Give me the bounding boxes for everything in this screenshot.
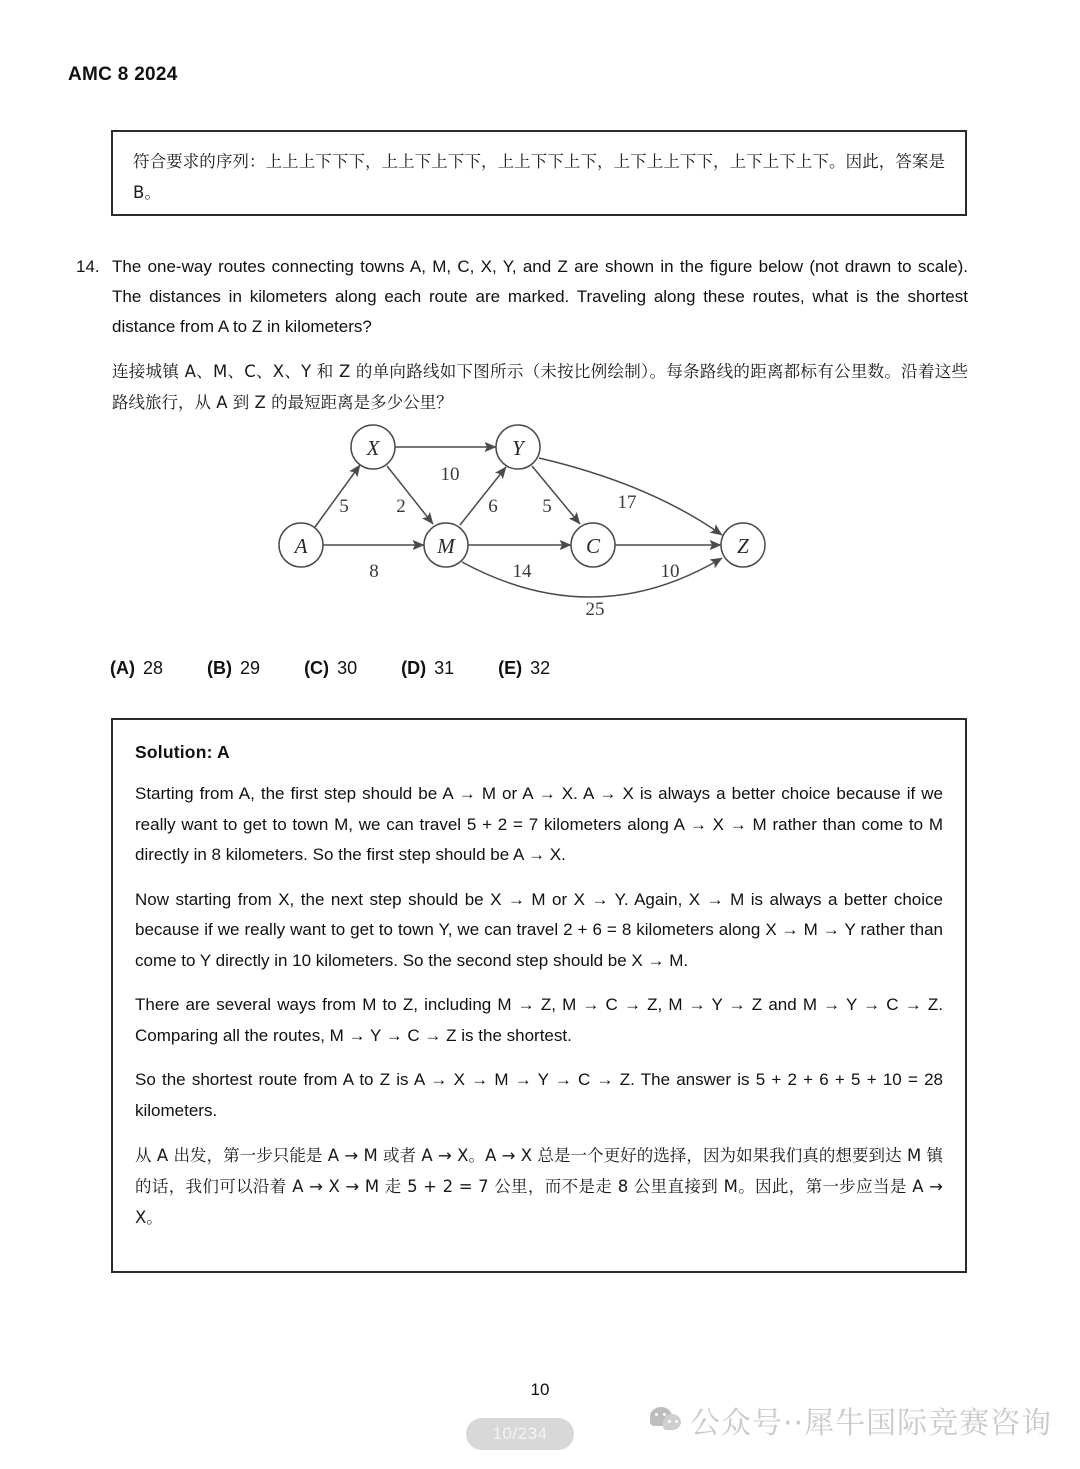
- page-number: 10: [530, 1380, 550, 1399]
- solution-paragraph-4: So the shortest route from A to Z is A → X → M → Y → C → Z. The answer is 5 + 2 + 6 + 5 + 10 = 28 kilometers.: [135, 1070, 943, 1120]
- problem-text-english: The one-way routes connecting towns A, M, C, X, Y, and Z are shown in the figure below (not drawn to scale). The distances in kilometers along each route are marked. Traveling along these routes, what is the shortest distance from A to Z in kilometers?: [112, 257, 968, 336]
- node-label-X: X: [366, 436, 380, 460]
- node-label-C: C: [585, 534, 601, 558]
- answer-choice-e[interactable]: [498, 658, 550, 679]
- answer-choice-c-value: 30: [337, 658, 358, 678]
- node-label-M: M: [437, 534, 455, 558]
- edge-X-M: [387, 466, 433, 524]
- answer-choice-b-value: 29: [240, 658, 261, 678]
- answer-choice-c[interactable]: [304, 658, 357, 679]
- edge-M-Y: [460, 467, 506, 525]
- node-label-A: A: [294, 534, 308, 558]
- answer-choice-b-letter: (B): [207, 658, 233, 678]
- problem-number: 14.: [76, 257, 100, 276]
- answer-choice-c-letter: (C): [304, 658, 330, 678]
- page-position-badge: 10/234: [466, 1418, 574, 1450]
- edge-weight-Y-C: 5: [542, 496, 552, 517]
- answer-choice-a-letter: (A): [110, 658, 135, 678]
- edge-weight-C-Z: 10: [660, 561, 680, 582]
- node-label-Z: Z: [737, 534, 749, 558]
- answer-choice-d-letter: (D): [401, 658, 427, 678]
- edge-weight-X-Y: 10: [440, 464, 460, 485]
- edge-weight-X-M: 2: [396, 496, 406, 517]
- answer-choice-a-value: 28: [143, 658, 164, 678]
- solution-title: Solution: A: [135, 742, 230, 762]
- problem-statement: [68, 252, 968, 418]
- answer-choice-d[interactable]: [401, 658, 454, 679]
- solution-box: [111, 718, 967, 1273]
- document-header-title: AMC 8 2024: [68, 64, 178, 85]
- edge-Y-C: [532, 466, 580, 524]
- edge-weight-A-X: 5: [339, 496, 349, 517]
- edge-weight-Y-Z: 17: [617, 492, 637, 513]
- wechat-icon: [650, 1405, 684, 1435]
- watermark: [650, 1398, 1052, 1442]
- watermark-text: 公众号··犀牛国际竞赛咨询: [690, 1406, 1053, 1441]
- edge-weight-A-M: 8: [369, 561, 379, 582]
- edge-weight-M-Y: 6: [488, 496, 498, 517]
- problem-text-chinese: 连接城镇 A、M、C、X、Y 和 Z 的单向路线如下图所示（未按比例绘制）。每条路线的距离都标有公里数。沿着这些路线旅行，从 A 到 Z 的最短距离是多少公里？: [112, 362, 968, 412]
- node-label-Y: Y: [512, 436, 524, 460]
- answer-choice-b[interactable]: [207, 658, 260, 679]
- previous-solution-chinese-text: 符合要求的序列：上上上下下下，上上下上下下，上上下下上下，上下上上下下，上下上下上下。因此，答案是 B。: [133, 152, 945, 202]
- solution-paragraph-1: Starting from A, the first step should be A → M or A → X. A → X is always a better choice because if we really want to get to town M, we can travel 5 + 2 = 7 kilometers along A → X → M rather than come to M directly in 8 kilometers. So the first step should be A → X.: [135, 784, 943, 864]
- edge-weight-M-Z: 25: [585, 599, 605, 620]
- solution-paragraph-2: Now starting from X, the next step should be X → M or X → Y. Again, X → M is always a better choice because if we really want to get to town Y, we can travel 2 + 6 = 8 kilometers along X → M → Y rather than come to Y directly in 10 kilometers. So the second step should be X → M.: [135, 889, 943, 970]
- route-graph-svg: [270, 412, 790, 637]
- answer-choice-a[interactable]: [110, 658, 163, 679]
- route-graph-figure: [270, 412, 790, 637]
- edge-weight-M-C: 14: [512, 561, 532, 582]
- answer-choice-e-value: 32: [530, 658, 551, 678]
- graph-edge-weights: [339, 464, 679, 620]
- answer-choice-e-letter: (E): [498, 658, 523, 678]
- answer-choice-d-value: 31: [434, 658, 455, 678]
- solution-paragraph-chinese: 从 A 出发，第一步只能是 A → M 或者 A → X。A → X 总是一个更好的选择，因为如果我们真的想要到达 M 镇的话，我们可以沿着 A → X → M 走 5 + 2 = 7 公里，而不是走 8 公里直接到 M。因此，第一步应当是 A → X。: [135, 1146, 943, 1227]
- edge-A-X: [315, 465, 360, 527]
- previous-solution-box: [111, 130, 967, 216]
- answer-choices: [110, 658, 594, 679]
- solution-paragraph-3: There are several ways from M to Z, including M → Z, M → C → Z, M → Y → Z and M → Y → C → Z. Comparing all the routes, M → Y → C → Z is the shortest.: [135, 995, 943, 1045]
